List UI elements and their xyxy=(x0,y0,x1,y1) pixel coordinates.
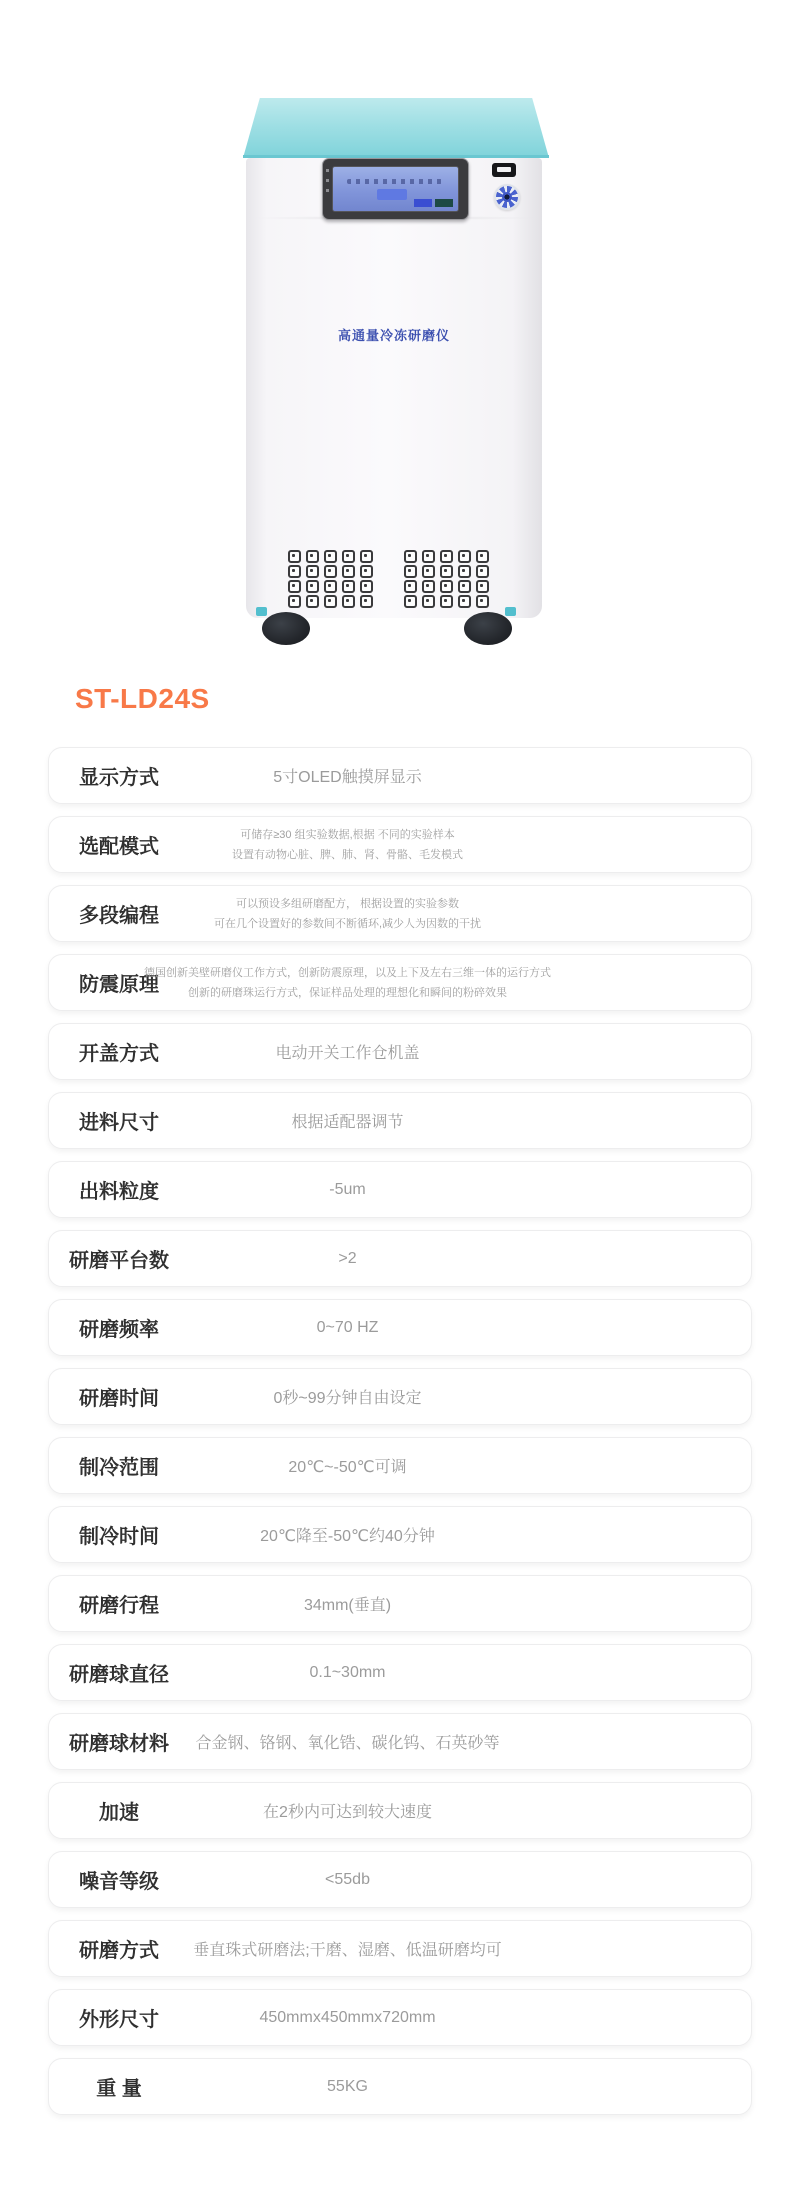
vent-cell xyxy=(476,580,489,593)
vent-cell xyxy=(404,580,417,593)
spec-row xyxy=(48,1437,752,1494)
machine-top-panel xyxy=(243,98,549,158)
spec-row xyxy=(48,1161,752,1218)
spec-value: 根据适配器调节 xyxy=(291,1114,404,1131)
spec-row xyxy=(48,1782,752,1839)
machine-body xyxy=(246,158,542,618)
vent-cell xyxy=(324,550,337,563)
spec-row xyxy=(48,1851,752,1908)
spec-label: 加速 xyxy=(99,1802,139,1824)
spec-value: 20℃降至-50℃约40分钟 xyxy=(260,1528,435,1545)
spec-row xyxy=(48,1575,752,1632)
vent-cell xyxy=(360,595,373,608)
spec-value: 合金钢、铬钢、氧化锆、碳化钨、石英砂等 xyxy=(195,1735,500,1752)
vent-cell xyxy=(458,550,471,563)
vent-cell xyxy=(404,565,417,578)
vent-cell xyxy=(360,580,373,593)
vent-cell xyxy=(422,565,435,578)
vent-cell xyxy=(360,565,373,578)
vent-cell xyxy=(342,565,355,578)
brand-emblem-icon xyxy=(494,184,520,210)
spec-label: 研磨球直径 xyxy=(69,1664,169,1686)
screen-button xyxy=(377,189,407,200)
vent-cell xyxy=(288,565,301,578)
vent-cell xyxy=(458,580,471,593)
vent-grid-right xyxy=(404,550,489,608)
spec-row xyxy=(48,954,752,1011)
screen-chip-green xyxy=(435,199,453,207)
vent-cell xyxy=(324,595,337,608)
vent-cell xyxy=(342,595,355,608)
spec-value: >2 xyxy=(338,1249,357,1267)
spec-row xyxy=(48,1368,752,1425)
spec-label: 出料粒度 xyxy=(79,1181,159,1203)
vent-cell xyxy=(422,550,435,563)
spec-value: 在2秒内可达到较大速度 xyxy=(263,1804,432,1821)
spec-value: 可储存≥30 组实验数据,根据 不同的实验样本 设置有动物心脏、脾、肺、肾、骨骼、毛发模式 xyxy=(232,828,463,861)
spec-row xyxy=(48,1092,752,1149)
vent-cell xyxy=(440,595,453,608)
spec-row xyxy=(48,1506,752,1563)
machine-front-label: 高通量冷冻研磨仪 xyxy=(337,328,450,343)
caster-bracket xyxy=(256,607,267,616)
spec-row xyxy=(48,2058,752,2115)
spec-row xyxy=(48,885,752,942)
product-model-title: ST-LD24S xyxy=(75,683,210,714)
vent-cell xyxy=(288,550,301,563)
spec-label: 外形尺寸 xyxy=(79,2009,159,2031)
usb-port-icon xyxy=(492,163,516,177)
spec-value: 55KG xyxy=(327,2077,368,2095)
vent-cell xyxy=(440,580,453,593)
spec-label: 显示方式 xyxy=(79,767,159,789)
wheel xyxy=(464,612,512,645)
spec-value: 可以预设多组研磨配方， 根据设置的实验参数 可在几个设置好的参数间不断循环,减少人为因数的干扰 xyxy=(213,897,482,930)
spec-value: 450mmx450mmx720mm xyxy=(259,2008,436,2026)
spec-label: 研磨平台数 xyxy=(69,1250,169,1272)
spec-row xyxy=(48,1230,752,1287)
vent-cell xyxy=(440,565,453,578)
caster-bracket xyxy=(505,607,516,616)
vent-cell xyxy=(422,580,435,593)
spec-value: -5um xyxy=(329,1180,366,1198)
vent-cell xyxy=(306,550,319,563)
vent-cell xyxy=(288,580,301,593)
vent-cell xyxy=(440,550,453,563)
vent-cell xyxy=(306,565,319,578)
spec-row xyxy=(48,1644,752,1701)
vent-grid-left xyxy=(288,550,373,608)
vent-cell xyxy=(306,595,319,608)
vent-cell xyxy=(458,565,471,578)
spec-label: 选配模式 xyxy=(79,836,159,858)
vent-cell xyxy=(476,565,489,578)
spec-label: 多段编程 xyxy=(79,905,159,927)
spec-table xyxy=(48,747,752,2115)
spec-row xyxy=(48,1989,752,2046)
spec-row xyxy=(48,1920,752,1977)
spec-value: 电动开关工作仓机盖 xyxy=(275,1045,420,1062)
spec-label: 研磨行程 xyxy=(79,1595,159,1617)
spec-label: 制冷时间 xyxy=(79,1526,159,1548)
spec-value: 20℃~-50℃可调 xyxy=(288,1459,407,1476)
vent-cell xyxy=(404,595,417,608)
vent-cell xyxy=(306,580,319,593)
spec-label: 研磨时间 xyxy=(79,1388,159,1410)
spec-label: 进料尺寸 xyxy=(79,1112,159,1134)
spec-value: 0秒~99分钟自由设定 xyxy=(273,1390,422,1407)
touch-screen-display xyxy=(332,166,459,212)
spec-value: 34mm(垂直) xyxy=(303,1597,392,1614)
spec-value: 0~70 HZ xyxy=(316,1318,379,1336)
spec-value: 5寸OLED触摸屏显示 xyxy=(273,769,422,786)
spec-label: 制冷范围 xyxy=(79,1457,159,1479)
vent-cell xyxy=(476,595,489,608)
spec-label: 研磨方式 xyxy=(79,1940,159,1962)
spec-value: 德国创新美壁研磨仪工作方式，创新防震原理，以及上下及左右三维一体的运行方式 创新的研磨珠运行方式，保证样品处理的理想化和瞬间的粉碎效果 xyxy=(144,966,551,999)
spec-row xyxy=(48,816,752,873)
screen-chip-blue xyxy=(414,199,432,207)
vent-cell xyxy=(360,550,373,563)
vent-cell xyxy=(476,550,489,563)
spec-label: 噪音等级 xyxy=(79,1871,159,1893)
wheel xyxy=(262,612,310,645)
vent-cell xyxy=(342,580,355,593)
screen-text-placeholder xyxy=(347,179,442,184)
vent-cell xyxy=(422,595,435,608)
spec-row xyxy=(48,1023,752,1080)
spec-label: 重 量 xyxy=(96,2078,142,2100)
spec-value: 垂直珠式研磨法;干磨、湿磨、低温研磨均可 xyxy=(193,1942,502,1959)
spec-label: 开盖方式 xyxy=(79,1043,159,1065)
spec-row xyxy=(48,1713,752,1770)
spec-value: <55db xyxy=(325,1870,370,1888)
spec-label: 研磨频率 xyxy=(79,1319,159,1341)
spec-label: 防震原理 xyxy=(79,974,159,996)
vent-cell xyxy=(288,595,301,608)
spec-row xyxy=(48,747,752,804)
spec-value: 0.1~30mm xyxy=(309,1663,386,1681)
vent-cell xyxy=(458,595,471,608)
vent-cell xyxy=(404,550,417,563)
vent-cell xyxy=(324,565,337,578)
touch-screen xyxy=(322,158,469,220)
product-photo xyxy=(0,0,800,660)
spec-row xyxy=(48,1299,752,1356)
vent-cell xyxy=(342,550,355,563)
spec-label: 研磨球材料 xyxy=(69,1733,169,1755)
screen-screws xyxy=(326,169,329,195)
vent-cell xyxy=(324,580,337,593)
